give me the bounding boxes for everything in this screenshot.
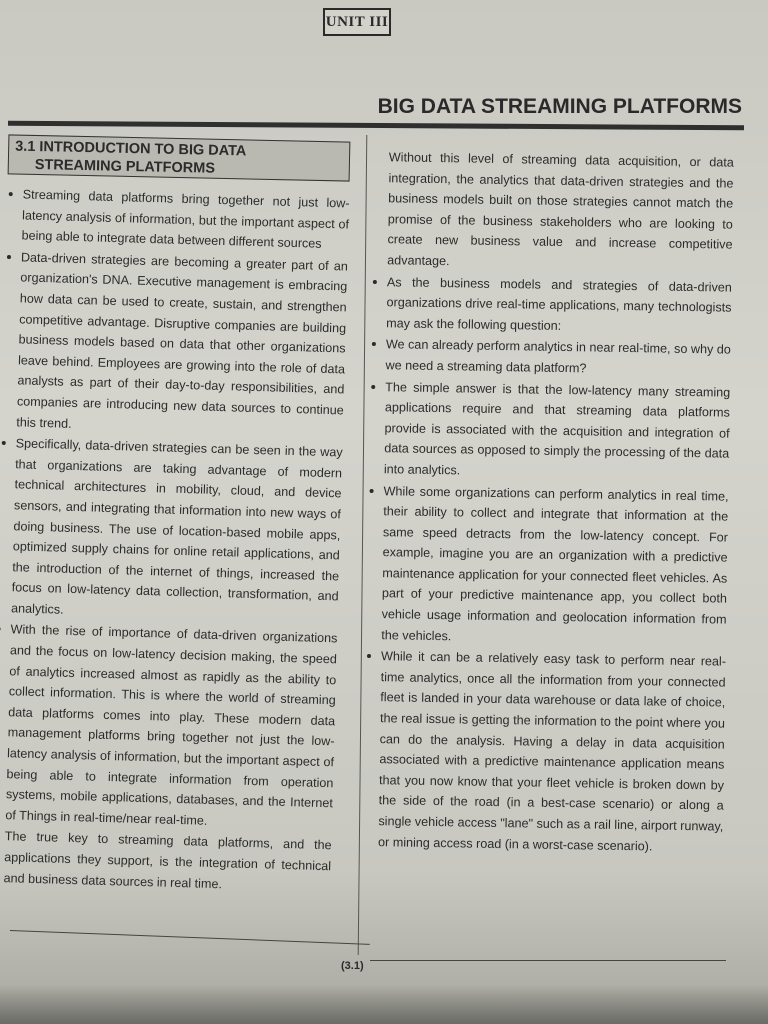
left-column xyxy=(0,184,350,898)
section-heading xyxy=(8,134,351,181)
section-heading-line1: 3.1 INTRODUCTION TO BIG DATA xyxy=(15,138,247,160)
footer-rule-left xyxy=(10,930,370,945)
page-edge-shadow xyxy=(0,985,768,1024)
left-bullet-5: The true key to streaming data platforms, and the applications they support, is the integration of technical and business data sources in real time. xyxy=(0,826,332,897)
left-bullet-2: Data-driven strategies are becoming a greater part of an organization's DNA. Executive management is embracing how data can be used to create, sustain, and strengthen competitive advantage. Disruptive companies are building business models based on data that other organizations leave behind. Employees are growing into the role of data analysts as part of their day-to-day responsibilities, and companies are introducing new data sources to continue this trend. xyxy=(1,247,348,442)
footer-rule-right xyxy=(370,960,726,961)
left-bullet-1: Streaming data platforms bring together not just low-latency analysis of information, but the important aspect of being able to integrate data between different sources xyxy=(6,184,350,255)
right-column xyxy=(363,147,734,859)
right-bullet-5: While it can be a relatively easy task to perform near real-time analytics, once all the information from your connected fleet is landed in your data warehouse or data lake of choice, the real issue is getting the information to the point where you can do the analysis. Having a delay in data acquisition associated with a predictive maintenance application means that you now know that your fleet vehicle is broken down by the side of the road (in a best-case scenario) or along a single vehicle access "lane" such as a rail line, airport runway, or mining access road (in a worst-case scenario). xyxy=(363,646,726,858)
right-continuation: Without this level of streaming data acquisition, or data integration, the analytics that data-driven strategies and the business models built on those strategies cannot match the promise of the business stakeholders who are looking to create new business value and increase competitive advantage. xyxy=(387,150,734,269)
section-heading-line2: STREAMING PLATFORMS xyxy=(34,156,216,177)
unit-label: UNIT III xyxy=(323,8,391,36)
title-rule xyxy=(8,121,744,130)
right-bullet-4: While some organizations can perform analytics in real time, their ability to collect and integrate that information at the same speed detracts from the low-latency concept. For example, imagine you are an organization with a predictive maintenance application for your connected fleet vehicles. As part of your predictive maintenance app, you collect both vehicle usage information and geolocation information from the vehicles. xyxy=(366,480,729,650)
page-number: (3.1) xyxy=(341,960,364,972)
chapter-title: BIG DATA STREAMING PLATFORMS xyxy=(377,95,742,118)
left-bullet-4: With the rise of importance of data-driven organizations and the focus on low-latency decision making, the speed of analytics increased almost as rapidly as the ability to collect information. This is where the world of streaming data platforms comes into play. These modern data management platforms bring together not just the low-latency analysis of information, but the important aspect of being able to integrate information from operation systems, mobile applications, databases, and the Internet of Things in real-time/near real-time. xyxy=(0,619,338,834)
right-bullet-3: The simple answer is that the low-latency many streaming applications require and that streaming data platforms provide is associated with the acquisition and integration of data sources as opposed to simply the processing of the data into analytics. xyxy=(369,377,731,486)
left-bullet-3: Specifically, data-driven strategies can be seen in the way that organizations are taking advantage of modern technical architectures in mobility, cloud, and device sensors, and integrating that information into new ways of doing business. The use of location-based mobile apps, optimized supply chains for online retail applications, and the introduction of the internet of things, increased the focus on low-latency data collection, transformation, and analytics. xyxy=(0,433,343,628)
right-bullet-2: We can already perform analytics in near real-time, so why do we need a streaming data platform? xyxy=(370,334,731,381)
right-bullet-1: As the business models and strategies of data-driven organizations drive real-time applications, many technologists may ask the following question: xyxy=(371,272,732,339)
